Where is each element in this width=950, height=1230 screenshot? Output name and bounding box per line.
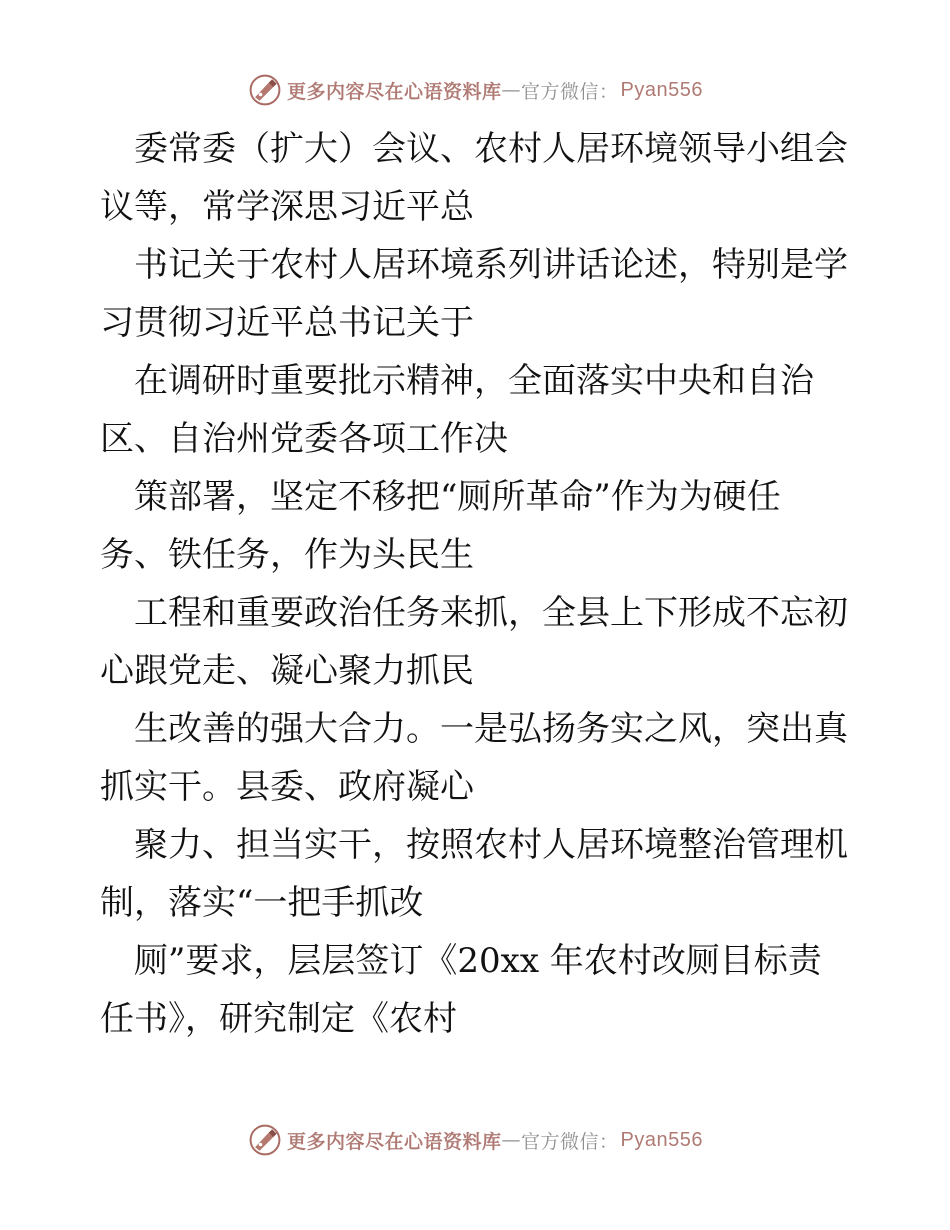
banner-separator: — [501, 1129, 522, 1151]
banner-separator: — [501, 79, 522, 101]
body-line: 制，落实“一把手抓改 [100, 883, 424, 923]
pen-nib-logo-icon [247, 1122, 283, 1158]
banner-wechat-label: 官方微信： [521, 1130, 619, 1153]
body-line: 在调研时重要批示精神，全面落实中央和自治 [134, 361, 814, 401]
banner-wechat-label: 官方微信： [521, 80, 619, 103]
pen-nib-logo-icon [247, 72, 283, 108]
body-line: 习贯彻习近平总书记关于 [100, 303, 474, 343]
banner-wechat-id: Pyan556 [620, 78, 703, 101]
banner-wechat-id: Pyan556 [620, 1128, 703, 1151]
body-line: 任书》，研究制定《农村 [100, 999, 457, 1039]
footer-banner [0, 1120, 950, 1160]
body-line: 工程和重要政治任务来抓，全县上下形成不忘初 [134, 593, 848, 633]
body-line: 书记关于农村人居环境系列讲话论述，特别是学 [134, 245, 848, 285]
body-line: 务、铁任务，作为头民生 [100, 535, 474, 575]
body-line: 厕”要求，层层签订《20xx 年农村改厕目标责 [134, 941, 822, 981]
body-line: 抓实干。县委、政府凝心 [100, 767, 474, 807]
body-line: 心跟党走、凝心聚力抓民 [100, 651, 474, 691]
banner-title: 更多内容尽在心语资料库 [287, 1130, 502, 1153]
banner-title: 更多内容尽在心语资料库 [287, 80, 502, 103]
body-line: 策部署，坚定不移把“厕所革命”作为为硬任 [134, 477, 781, 517]
body-line: 委常委（扩大）会议、农村人居环境领导小组会 [134, 129, 848, 169]
body-line: 聚力、担当实干，按照农村人居环境整治管理机 [134, 825, 848, 865]
body-line: 生改善的强大合力。一是弘扬务实之风，突出真 [134, 709, 848, 749]
body-line: 区、自治州党委各项工作决 [100, 419, 508, 459]
body-line: 议等，常学深思习近平总 [100, 187, 474, 227]
header-banner [0, 70, 950, 110]
